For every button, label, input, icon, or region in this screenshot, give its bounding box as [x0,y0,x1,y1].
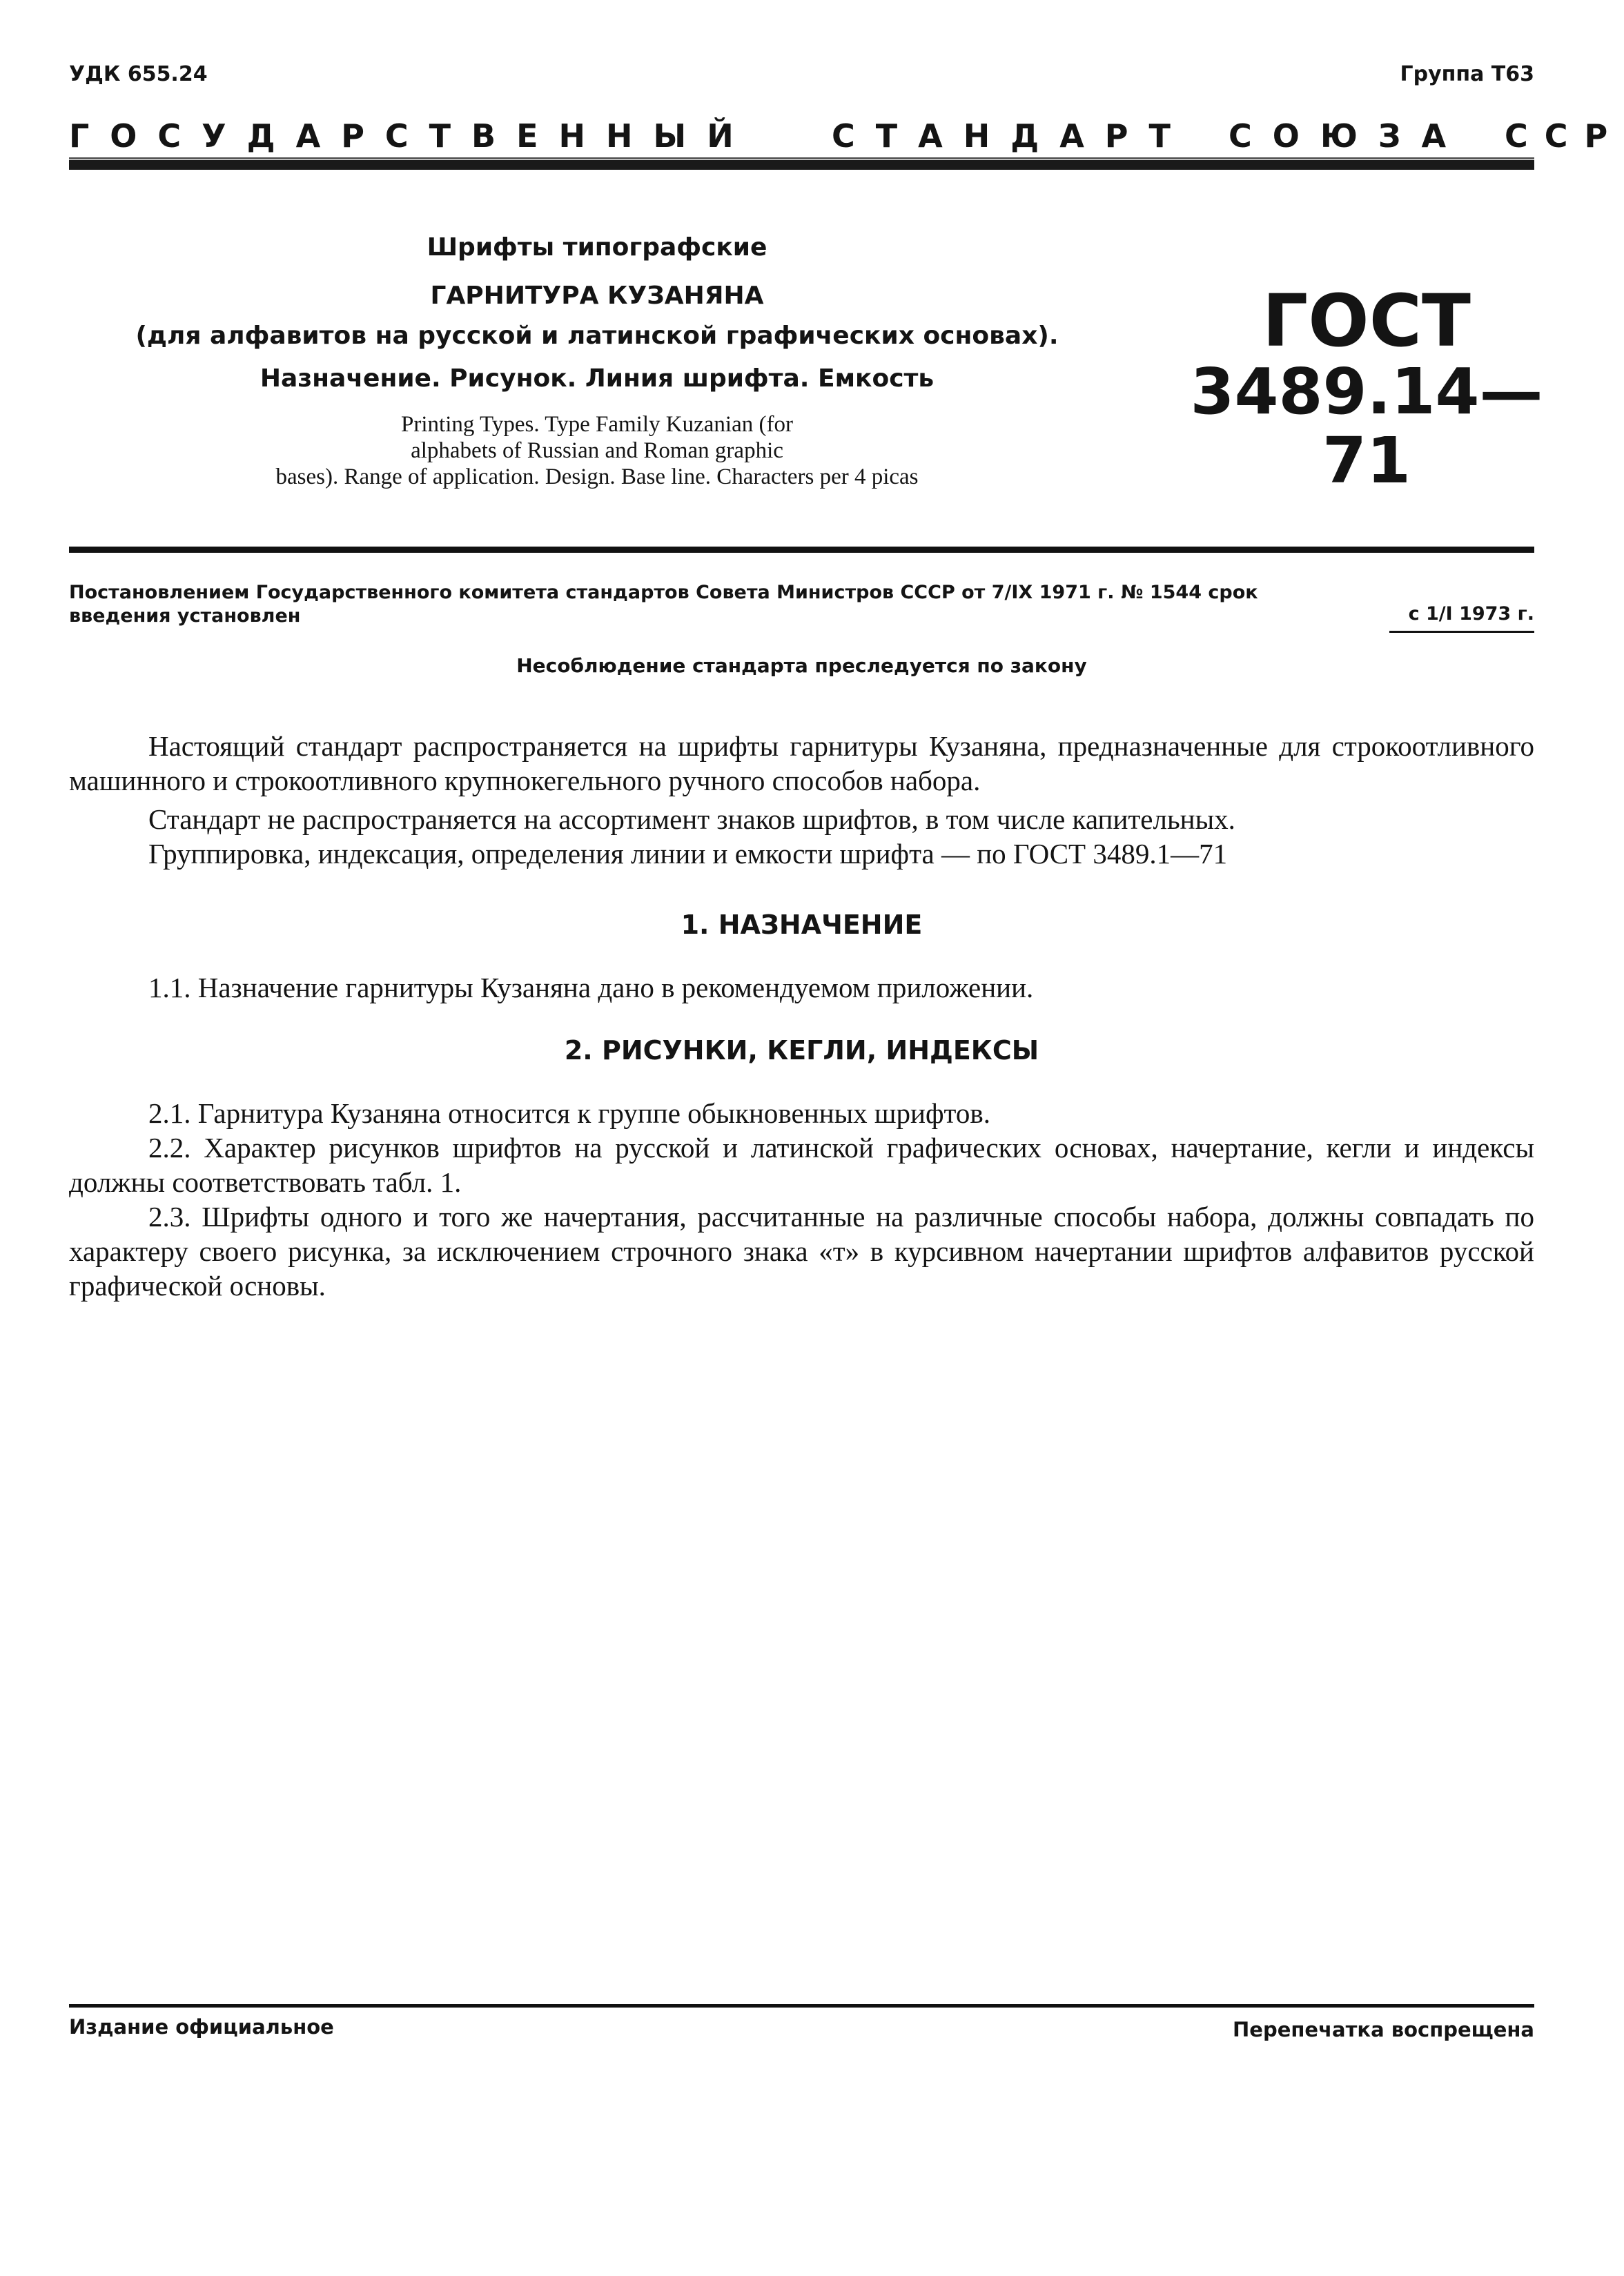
banner-rule-thin [69,157,1534,159]
section-heading-purpose: 1. НАЗНАЧЕНИЕ [681,910,923,940]
official-edition: Издание официальное [69,2015,334,2039]
state-standard-banner [69,117,1624,156]
reprint-prohibited: Перепечатка воспрещена [1233,2018,1534,2041]
paragraph-1-1: 1.1. Назначение гарнитуры Кузаняна дано в рекомендуемом приложении. [148,972,1034,1003]
english-title-line-1: Printing Types. Type Family Kuzanian (for [401,412,793,437]
english-title [69,411,1125,490]
decree-date-underline [1389,631,1534,633]
title-rule [69,547,1534,553]
gost-label: ГОСТ [1262,279,1471,363]
banner-word-state: ГОСУДАРСТВЕННЫЙ [69,117,754,155]
title-line-4: Назначение. Рисунок. Линия шрифта. Емкость [260,364,935,393]
title-line-1: Шрифты типографские [427,233,767,262]
law-warning: Несоблюдение стандарта преследуется по закону [516,654,1087,677]
paragraph-exclusion: Стандарт не распространяется на ассортимент знаков шрифтов, в том числе капительных. [148,803,1235,835]
banner-word-standard: СТАНДАРТ [832,117,1191,155]
decree-date: с 1/I 1973 г. [1408,603,1534,625]
english-title-line-2: alphabets of Russian and Roman graphic [411,438,783,463]
decree-text: Постановлением Государственного комитета стандартов Совета Министров СССР от 7/IX 1971 г. № 1544 срок введения установлен [69,582,1258,627]
gost-number: 3489.14—71 [1190,355,1543,498]
udk-code: УДК 655.24 [69,62,208,86]
paragraph-scope: Настоящий стандарт распространяется на шрифты гарнитуры Кузаняна, предназначенные для строкоотливного машинного и строкоотливного крупнокегельного ручного способов набора. [69,730,1534,796]
banner-word-union: СОЮЗА [1229,117,1467,155]
english-title-line-3: bases). Range of application. Design. Base line. Characters per 4 picas [275,464,919,489]
paragraph-2-2: 2.2. Характер рисунков шрифтов на русской и латинской графических основах, начертание, кегли и индексы должны соответствовать табл. 1. [69,1132,1534,1198]
footer-rule [69,2004,1534,2008]
banner-word-ussr: ССР [1505,117,1624,155]
group-code: Группа Т63 [1400,62,1534,86]
title-line-2: ГАРНИТУРА КУЗАНЯНА [430,282,764,310]
paragraph-2-3: 2.3. Шрифты одного и того же начертания, рассчитанные на различные способы набора, должны совпадать по характеру своего рисунка, за исключением строчного знака «т» в курсивном начертании шрифтов алфавитов русской графической основы. [69,1201,1534,1302]
banner-rule [69,160,1534,170]
title-line-3: (для алфавитов на русской и латинской графических основах). [135,322,1059,350]
paragraph-2-1: 2.1. Гарнитура Кузаняна относится к группе обыкновенных шрифтов. [148,1097,990,1129]
paragraph-grouping: Группировка, индексация, определения линии и емкости шрифта — по ГОСТ 3489.1—71 [148,838,1228,870]
section-heading-designs: 2. РИСУНКИ, КЕГЛИ, ИНДЕКСЫ [564,1035,1039,1066]
